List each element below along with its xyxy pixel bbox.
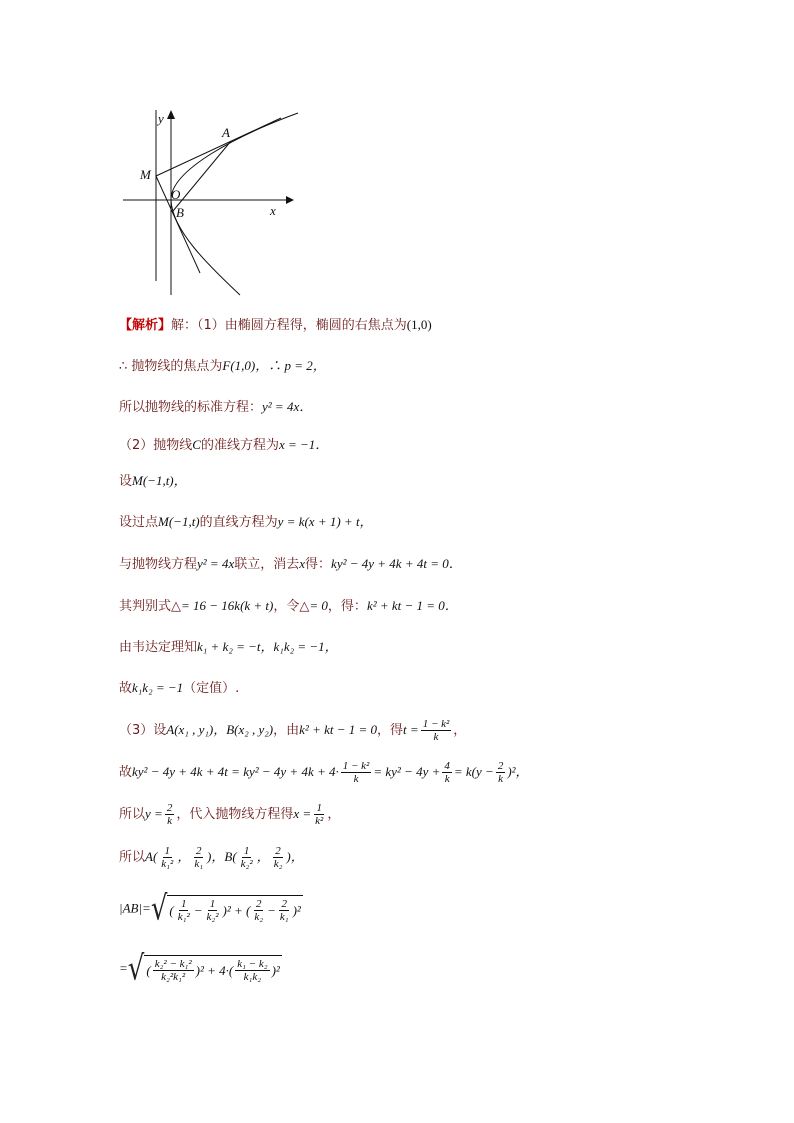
solution-line-10: 故k₁k₂ = −1（定值）. (119, 680, 240, 696)
analysis-tag: 【解析】 (119, 318, 172, 333)
label-o: O (171, 187, 181, 202)
label-x: x (270, 203, 276, 218)
parabola-diagram (118, 105, 308, 300)
square-root: √ ( $\frac{1}{\text{k₁²}}$ − $\frac{1}{\text{k₂²}}$ )² + ( $\frac{2}{\text{k₂}}$ − $\frac{2}{\text{k₁}}$ )² (150, 889, 301, 929)
solution-line-1: 【解析】解：（1）由椭圆方程得，椭圆的右焦点为(1,0) (119, 317, 432, 333)
fraction: $\frac{\text{k₁ − k₂}}{\text{k₁k₂}}$ (237, 958, 268, 983)
solution-line-16: = √ ( $\frac{\text{k₂² − k₁²}}{\text{k₂²k₁²}}$ )² + 4·( $\frac{\text{k₁ − k₂}}{\text{k₁k₂}}$ )² (119, 949, 280, 989)
fraction: $\frac{2}{k}$ (166, 802, 173, 827)
y-axis-arrow (167, 110, 175, 119)
solution-line-12: 故ky² − 4y + 4k + 4t = ky² − 4y + 4k + 4· $\frac{\text{1 − k²}}{k}$ = ky² − 4y + $\frac{4}{k}$ = k(y − $\frac{2}{k}$ )²， (119, 760, 529, 785)
fraction: $\frac{2}{\text{k₁}}$ (194, 845, 204, 870)
tangent-line-a (156, 118, 281, 176)
fraction: $\frac{1}{\text{k²}}$ (315, 802, 324, 827)
solution-line-8: 其判别式△= 16 − 16k(k + t)，令△= 0，得：k² + kt − 1 = 0． (119, 598, 458, 614)
label-m: M (140, 167, 151, 182)
fraction: $\frac{2}{\text{k₂}}$ (273, 845, 283, 870)
solution-line-11: （3）设A(x₁ , y₁)，B(x₂ , y₂)，由k² + kt − 1 = 0，得t = $\frac{\text{1 − k²}}{k}$ ， (119, 718, 467, 743)
fraction: $\frac{1}{\text{k₂²}}$ (206, 898, 219, 923)
fraction: $\frac{2}{k}$ (497, 760, 504, 785)
fraction: $\frac{2}{\text{k₂}}$ (254, 898, 264, 923)
fraction: $\frac{\text{1 − k²}}{k}$ (422, 718, 450, 743)
solution-line-5: 设M(−1,t)， (119, 473, 187, 489)
label-y: y (158, 111, 164, 126)
solution-line-6: 设过点M(−1,t)的直线方程为y = k(x + 1) + t， (119, 514, 373, 530)
parabola-curve (171, 113, 298, 295)
label-a: A (222, 125, 230, 140)
parabola-figure (118, 105, 308, 300)
fraction: $\frac{1}{\text{k₂²}}$ (240, 845, 253, 870)
fraction: $\frac{4}{k}$ (444, 760, 450, 785)
solution-line-4: （2）抛物线C的准线方程为x = −1． (119, 437, 329, 453)
label-b: B (176, 205, 184, 220)
fraction: $\frac{\text{k₂² − k₁²}}{\text{k₂²k₁²}}$ (154, 958, 192, 983)
solution-line-14: 所以A( $\frac{1}{\text{k₁²}}$ ， $\frac{2}{\text{k₁}}$ )，B( $\frac{1}{\text{k₂²}}$ ， $\frac{2}{\text{k₂}}$ )， (119, 845, 304, 870)
solution-line-2: ∴ 抛物线的焦点为F(1,0)，∴ p = 2， (119, 358, 326, 374)
solution-line-13: 所以y = $\frac{2}{k}$ ，代入抛物线方程得x = $\frac{1}{\text{k²}}$ ， (119, 802, 341, 827)
solution-line-3: 所以抛物线的标准方程：y² = 4x． (119, 399, 313, 415)
x-axis-arrow (286, 196, 294, 204)
solution-line-7: 与抛物线方程y² = 4x联立，消去x得：ky² − 4y + 4k + 4t = 0． (119, 556, 462, 572)
solution-line-9: 由韦达定理知k₁ + k₂ = −t，k₁k₂ = −1， (119, 639, 338, 655)
fraction: $\frac{1}{\text{k₁²}}$ (177, 898, 190, 923)
fraction: $\frac{1}{\text{k₁²}}$ (161, 845, 174, 870)
fraction: $\frac{\text{1 − k²}}{k}$ (342, 760, 370, 785)
solution-line-15: |AB|= √ ( $\frac{1}{\text{k₁²}}$ − $\frac{1}{\text{k₂²}}$ )² + ( $\frac{2}{\text{k₂}}$ − $\frac{2}{\text{k₁}}$ )² (119, 889, 301, 929)
square-root: √ ( $\frac{\text{k₂² − k₁²}}{\text{k₂²k₁²}}$ )² + 4·( $\frac{\text{k₁ − k₂}}{\text{k₁k₂}}$ )² (127, 949, 280, 989)
fraction: $\frac{2}{\text{k₁}}$ (279, 898, 289, 923)
